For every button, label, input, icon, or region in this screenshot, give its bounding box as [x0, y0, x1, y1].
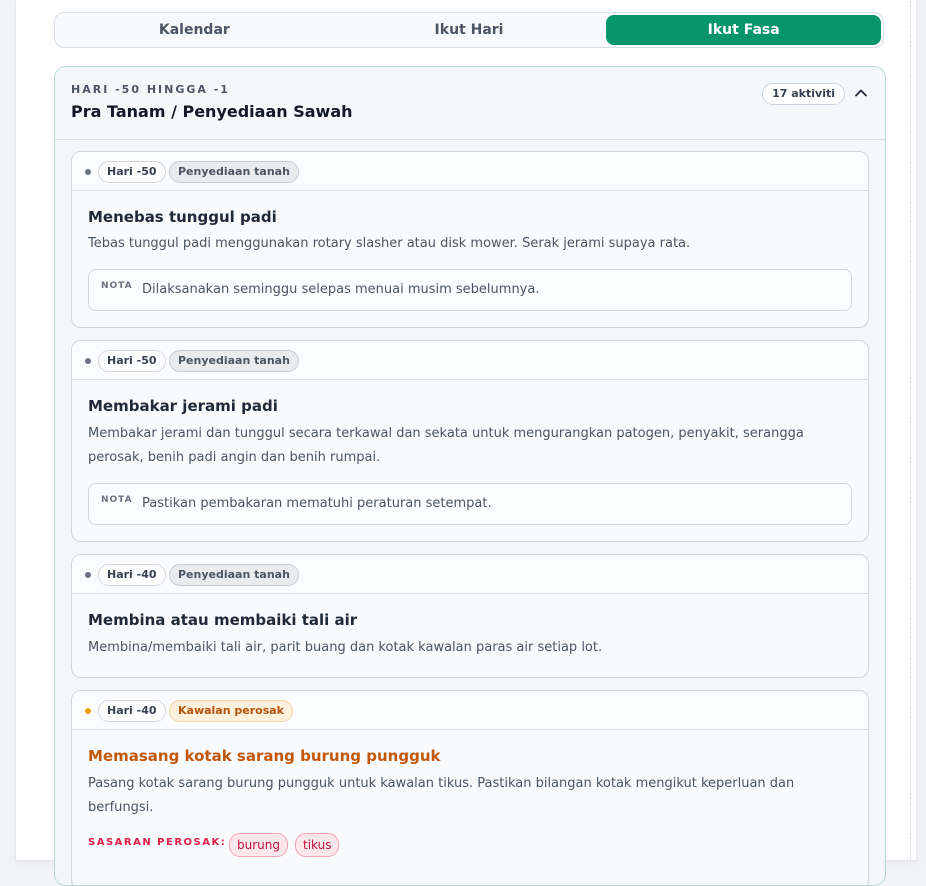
page-divider	[910, 0, 911, 860]
day-badge: Hari -50	[98, 161, 166, 183]
category-badge: Kawalan perosak	[169, 700, 293, 722]
status-dot	[85, 708, 91, 714]
activity-meta	[72, 152, 868, 191]
view-tabs	[54, 12, 884, 48]
status-dot	[85, 169, 91, 175]
activity-count-badge: 17 aktiviti	[762, 83, 845, 105]
activity-description: Membina/membaiki tali air, parit buang dan kotak kawalan paras air setiap lot.	[88, 640, 603, 655]
activity-description: Membakar jerami dan tunggul secara terkawal dan sekata untuk mengurangkan patogen, penyakit, serangga perosak, benih padi angin dan benih rumpai.	[88, 426, 804, 465]
activity-card	[71, 340, 869, 542]
tab-ikut-fasa[interactable]: Ikut Fasa	[606, 15, 881, 45]
phase-card	[54, 66, 886, 886]
activity-meta	[72, 341, 868, 380]
activity-title: Membina atau membaiki tali air	[88, 611, 358, 629]
pest-target-label: SASARAN PEROSAK:	[88, 837, 227, 848]
activity-card	[71, 690, 869, 886]
category-badge: Penyediaan tanah	[169, 161, 299, 183]
activity-meta	[72, 691, 868, 730]
activity-note	[88, 483, 852, 525]
tab-ikut-hari[interactable]: Ikut Hari	[434, 22, 504, 38]
tab-kalendar[interactable]: Kalendar	[158, 22, 230, 38]
category-badge: Penyediaan tanah	[169, 350, 299, 372]
phase-range: HARI -50 HINGGA -1	[71, 83, 230, 96]
phase-title: Pra Tanam / Penyediaan Sawah	[71, 102, 353, 121]
activity-meta	[72, 555, 868, 594]
activity-title: Menebas tunggul padi	[88, 208, 277, 226]
activity-title: Membakar jerami padi	[88, 397, 278, 415]
note-label: NOTA	[101, 495, 133, 505]
day-badge: Hari -50	[98, 350, 166, 372]
note-text: Dilaksanakan seminggu selepas menuai musim sebelumnya.	[142, 282, 540, 297]
note-label: NOTA	[101, 281, 133, 291]
pest-tag-burung: burung	[229, 833, 288, 857]
status-dot	[85, 358, 91, 364]
activity-note	[88, 269, 852, 311]
note-text: Pastikan pembakaran mematuhi peraturan setempat.	[142, 496, 492, 511]
activity-title: Memasang kotak sarang burung pungguk	[88, 747, 441, 765]
activity-card	[71, 554, 869, 678]
day-badge: Hari -40	[98, 564, 166, 586]
status-dot	[85, 572, 91, 578]
pest-tag-tikus: tikus	[295, 833, 339, 857]
day-badge: Hari -40	[98, 700, 166, 722]
phase-header[interactable]	[55, 67, 885, 140]
activity-card	[71, 151, 869, 328]
chevron-up-icon[interactable]	[853, 85, 869, 101]
activity-description: Pasang kotak sarang burung pungguk untuk kawalan tikus. Pastikan bilangan kotak mengikut keperluan dan berfungsi.	[88, 776, 795, 815]
activity-description: Tebas tunggul padi menggunakan rotary slasher atau disk mower. Serak jerami supaya rata.	[88, 236, 691, 251]
category-badge: Penyediaan tanah	[169, 564, 299, 586]
